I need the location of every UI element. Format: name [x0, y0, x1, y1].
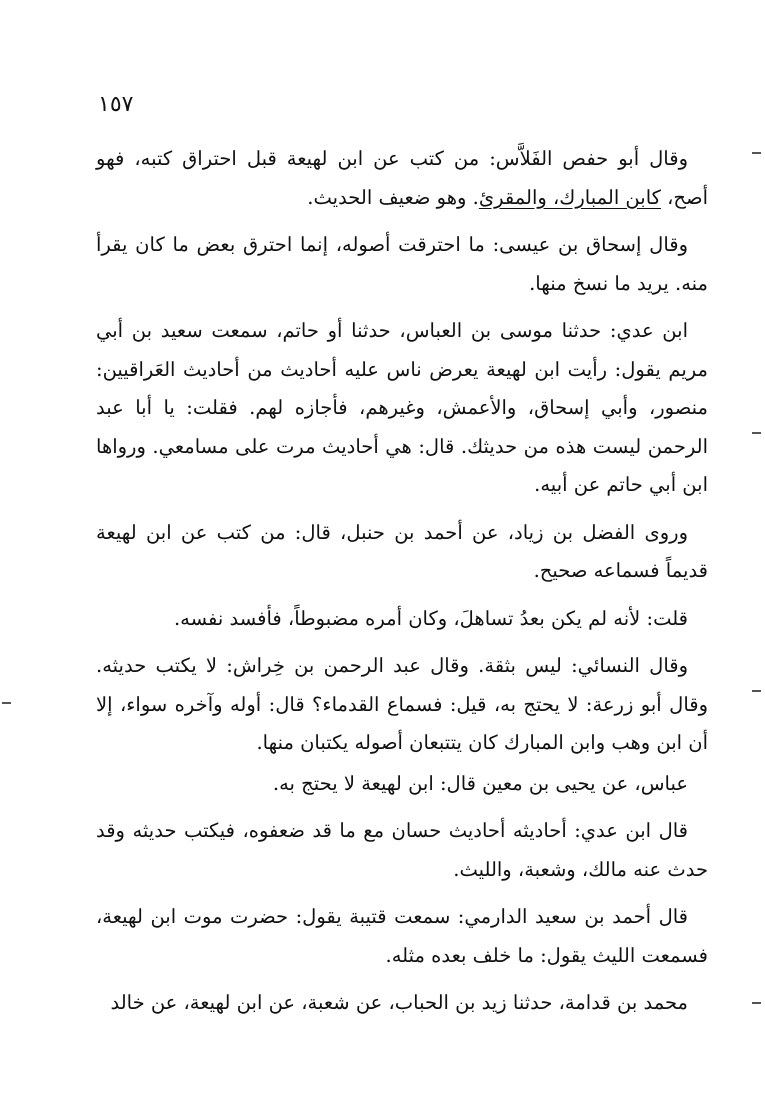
paragraph: قلت: لأنه لم يكن بعدُ تساهلَ، وكان أمره مضبوطاً، فأفسد نفسه. [173, 606, 688, 630]
margin-mark [2, 702, 11, 704]
paragraph-text: . وهو ضعيف الحديث. [307, 185, 479, 209]
body-text [96, 140, 708, 1032]
page-number: ١٥٧ [98, 92, 134, 117]
margin-mark [752, 1002, 761, 1004]
paragraph: وروى الفضل بن زياد، عن أحمد بن حنبل، قال: من كتب عن ابن لهيعة قديماً فسماعه صحيح. [96, 520, 708, 582]
paragraph: قال ابن عدي: أحاديثه أحاديث حسان مع ما قد ضعفوه، فيكتب حديثه وقد حدث عنه مالك، وشعبة، والليث. [96, 819, 708, 881]
paragraph-text: وقال أبو حفص الفَلاَّس: من كتب عن ابن لهيعة قبل احتراق كتبه، فهو أصح، [96, 147, 708, 209]
paragraph [96, 140, 708, 217]
paragraph: وقال إسحاق بن عيسى: ما احترقت أصوله، إنما احترق بعض ما كان يقرأ منه. يريد ما نسخ منها. [96, 233, 708, 295]
margin-mark [752, 432, 761, 434]
paragraph: قال أحمد بن سعيد الدارمي: سمعت قتيبة يقول: حضرت موت ابن لهيعة، فسمعت الليث يقول: ما خلف بعده مثله. [96, 905, 708, 967]
paragraph: وقال النسائي: ليس بثقة. وقال عبد الرحمن بن خِراش: لا يكتب حديثه. وقال أبو زرعة: لا يحتج به، قيل: فسماع القدماء؟ قال: أوله وآخره سواء، إلا أن ابن وهب وابن المبارك كان يتتبعان أصوله يكتبان منها. [96, 654, 708, 754]
underlined-phrase: كابن المبارك، والمقرئ [478, 185, 661, 209]
paragraph: عباس، عن يحيى بن معين قال: ابن لهيعة لا يحتج به. [272, 771, 688, 795]
paragraph: ابن عدي: حدثنا موسى بن العباس، حدثنا أو حاتم، سمعت سعيد بن أبي مريم يقول: رأيت ابن لهيعة يعرض ناس عليه أحاديث من أحاديث العَراقيين: منصور، وأبي إسحاق، والأعمش، وغيرهم، فأجازه لهم. فقلت: يا أبا عبد الرحمن ليست هذه من حديثك. قال: هي أحاديث مرت على مسامعي. ورواها ابن أبي حاتم عن أبيه. [96, 319, 708, 496]
paragraph: محمد بن قدامة، حدثنا زيد بن الحباب، عن شعبة، عن ابن لهيعة، عن خالد [110, 991, 688, 1014]
margin-mark [752, 152, 761, 154]
margin-mark [752, 690, 761, 692]
